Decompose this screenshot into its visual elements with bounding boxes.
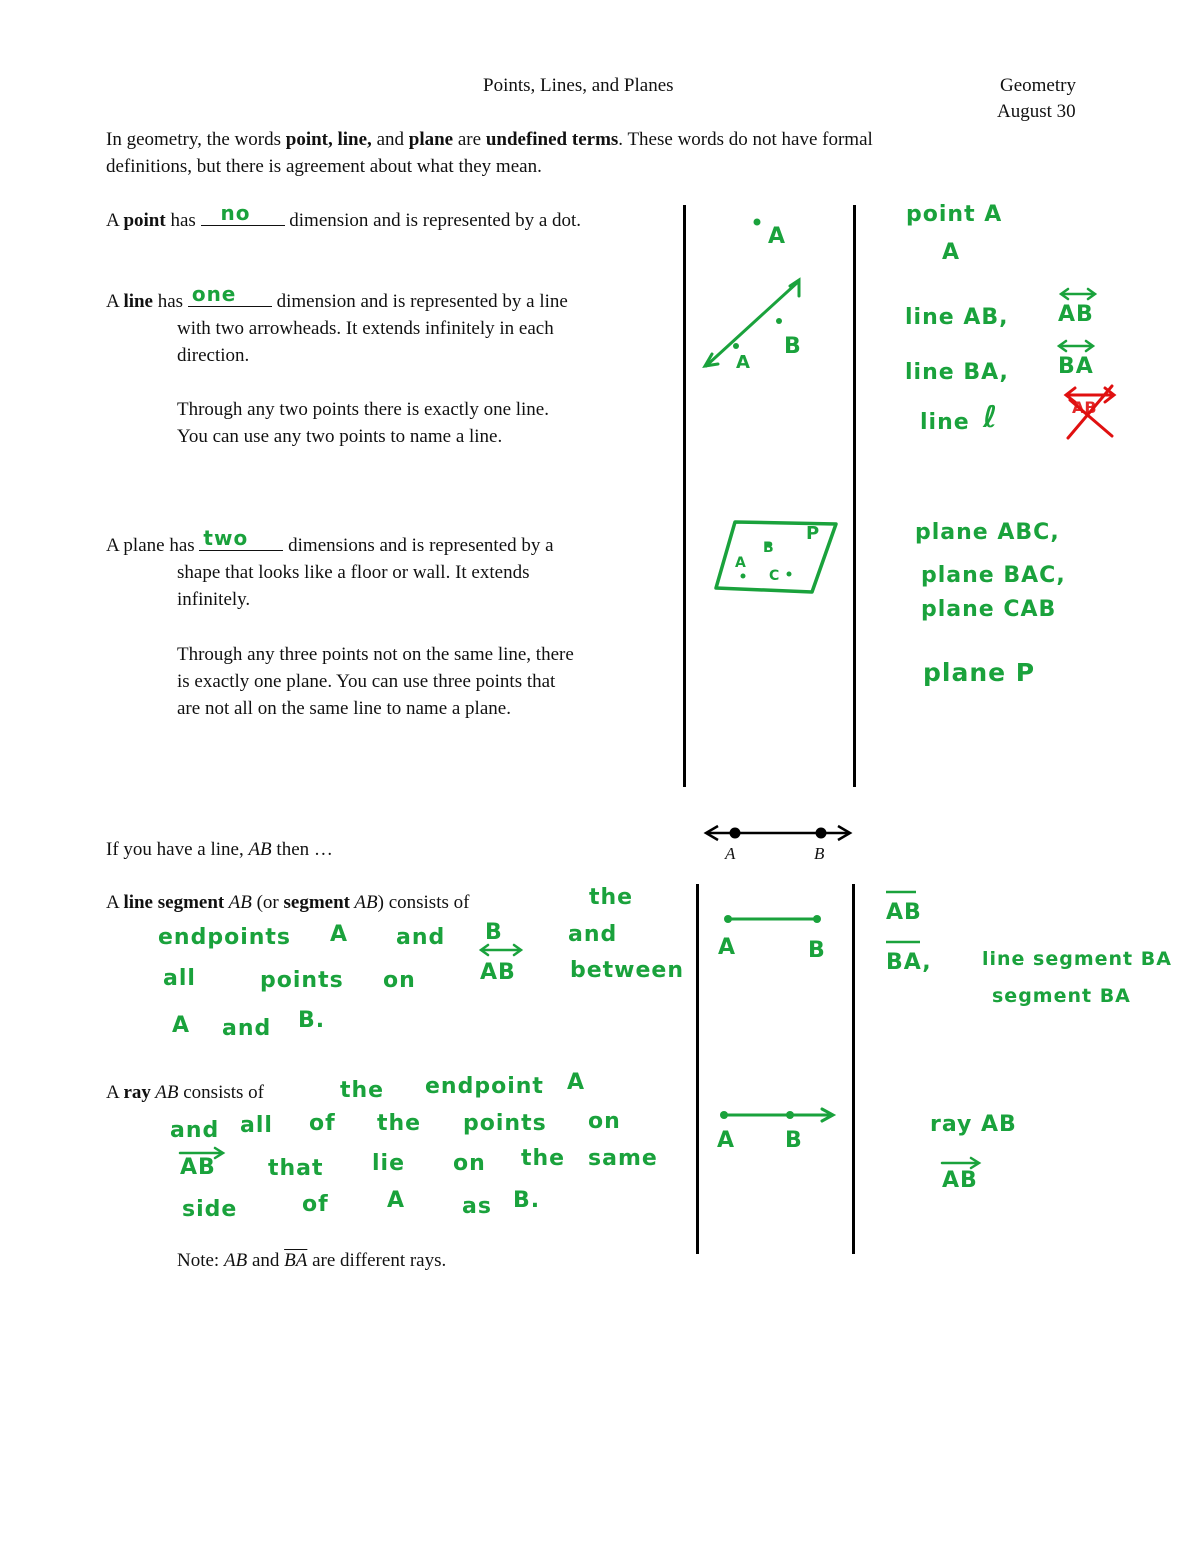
hw-segment-word: A [172, 1013, 191, 1038]
line-sketch-label-a: A [736, 352, 751, 373]
hw-ray-word: of [309, 1111, 336, 1136]
hw-segment-word: and [568, 922, 618, 947]
ray-sketch [724, 1109, 833, 1121]
plane-sketch-label-c: C [769, 568, 781, 584]
hw-segment-word: all [163, 966, 196, 991]
hw-ray-word: A [387, 1188, 406, 1213]
plane-postulate-3: are not all on the same line to name a plane. [177, 698, 511, 719]
hw-ray-word: B. [513, 1188, 541, 1213]
plane-answer-blank: two [199, 532, 283, 551]
hw-segment-word: and [222, 1016, 272, 1041]
point-definition: A point has no dimension and is represented by a dot. [106, 201, 582, 231]
intro-line-1: In geometry, the words point, line, and plane are undefined terms. These words do not have formal [106, 129, 873, 150]
hw-ray-word: of [302, 1192, 329, 1217]
plane-postulate-1: Through any three points not on the same line, there [177, 644, 574, 665]
subject-label: Geometry [1000, 75, 1076, 96]
hw-ray-word: the [340, 1078, 385, 1103]
hw-ray-word: the [377, 1111, 422, 1136]
point-sketch-label: A [768, 224, 787, 249]
plane-definition: A plane has two dimensions and is represented by a [106, 526, 554, 556]
hw-segment-name-3: line segment BA [982, 948, 1172, 970]
ray-end-a [720, 1111, 728, 1119]
given-label-a: A [725, 844, 736, 863]
hw-ray-name-2: AB [942, 1168, 978, 1193]
hw-segment-word: A [330, 922, 349, 947]
plane-point-a [741, 574, 746, 579]
plane-sketch-label-a: A [735, 555, 747, 571]
hw-ray-name-1: ray AB [930, 1112, 1017, 1137]
hw-plane-name-1: plane ABC, [915, 520, 1060, 545]
lower-divider-left [696, 884, 699, 1254]
line-point-a [733, 343, 739, 349]
hw-ray-word: endpoint [425, 1074, 544, 1099]
given-point-a [730, 828, 741, 839]
hw-line-script-l: ℓ [983, 400, 999, 435]
hw-ray-word: points [463, 1111, 547, 1136]
line-postulate-1: Through any two points there is exactly one line. [177, 399, 549, 420]
plane-definition-2: shape that looks like a floor or wall. It extends [177, 562, 530, 583]
hw-plane-name-3: plane CAB [921, 597, 1057, 622]
hw-segment-word: the [589, 885, 634, 910]
hw-ray-word: and [170, 1118, 220, 1143]
hw-line-name-1: line AB, [905, 305, 1009, 330]
line-definition-2: with two arrowheads. It extends infinitely in each [177, 318, 554, 339]
hw-segment-word: and [396, 925, 446, 950]
red-notation-text: AB [1072, 398, 1097, 417]
lower-divider-right [852, 884, 855, 1254]
hw-ray-word: side [182, 1197, 238, 1222]
point-dot [754, 219, 761, 226]
plane-sketch-label-b: B [763, 540, 775, 556]
given-line-text: If you have a line, AB then … [106, 839, 333, 860]
plane-postulate-2: is exactly one plane. You can use three points that [177, 671, 556, 692]
hw-ray-word: on [453, 1151, 486, 1176]
line-definition: A line has one dimension and is represented by a line [106, 282, 568, 312]
hw-ray-word: same [588, 1146, 658, 1171]
hw-segment-word: endpoints [158, 925, 292, 950]
hw-segment-word: AB [480, 960, 516, 985]
hw-segment-word: on [383, 968, 416, 993]
hw-ray-word: that [268, 1156, 324, 1181]
plane-point-c [787, 572, 792, 577]
segment-sketch-label-a: A [718, 935, 737, 960]
plane-definition-3: infinitely. [177, 589, 251, 610]
segment-end-a [724, 915, 732, 923]
segment-definition: A line segment AB (or segment AB) consists of [106, 892, 470, 913]
intro-line-2: definitions, but there is agreement about what they mean. [106, 156, 542, 177]
segment-sketch-label-b: B [808, 938, 826, 963]
hw-point-name-short: A [942, 240, 961, 265]
hw-segment-name-1: AB [886, 900, 922, 925]
hw-point-name: point A [906, 202, 1003, 227]
ray-sketch-label-a: A [717, 1128, 736, 1153]
hw-line-notation-1: AB [1058, 302, 1094, 327]
given-label-b: B [814, 844, 825, 863]
hw-ray-word: A [567, 1070, 586, 1095]
hw-segment-word: B [485, 920, 503, 945]
hw-ray-word: lie [372, 1151, 406, 1176]
ray-sketch-label-b: B [785, 1128, 803, 1153]
hw-segment-name-2: BA, [886, 950, 932, 975]
given-point-b [816, 828, 827, 839]
hw-segment-word: B. [298, 1008, 326, 1033]
hw-ray-word: on [588, 1109, 621, 1134]
hw-line-name-2: line BA, [905, 360, 1009, 385]
date-label: August 30 [997, 101, 1076, 122]
line-answer-blank: one [188, 288, 272, 307]
hw-ray-word: as [462, 1194, 492, 1219]
ray-note: Note: AB and $\overline{BA}$ are different rays. [177, 1250, 447, 1271]
point-answer-blank: no [201, 207, 285, 226]
given-line-figure [706, 826, 850, 840]
plane-sketch-label-p: P [806, 523, 821, 544]
hw-ray-word: AB [180, 1155, 216, 1180]
hw-line-name-3: line [920, 410, 970, 435]
hw-ray-word: all [240, 1113, 273, 1138]
hw-plane-name-2: plane BAC, [921, 563, 1066, 588]
hw-line-notation-2: BA [1058, 354, 1094, 379]
segment-end-b [813, 915, 821, 923]
line-point-b [776, 318, 782, 324]
hw-segment-name-4: segment BA [992, 985, 1131, 1007]
line-definition-3: direction. [177, 345, 250, 366]
hw-segment-word: between [570, 958, 685, 983]
hw-plane-name-4: plane P [923, 658, 1036, 687]
ray-definition: A ray AB consists of [106, 1082, 264, 1103]
ray-point-b [786, 1111, 794, 1119]
hw-segment-word: points [260, 968, 344, 993]
line-sketch-label-b: B [784, 334, 802, 359]
page-title: Points, Lines, and Planes [483, 75, 674, 96]
hw-ray-word: the [521, 1146, 566, 1171]
line-postulate-2: You can use any two points to name a line. [177, 426, 503, 447]
